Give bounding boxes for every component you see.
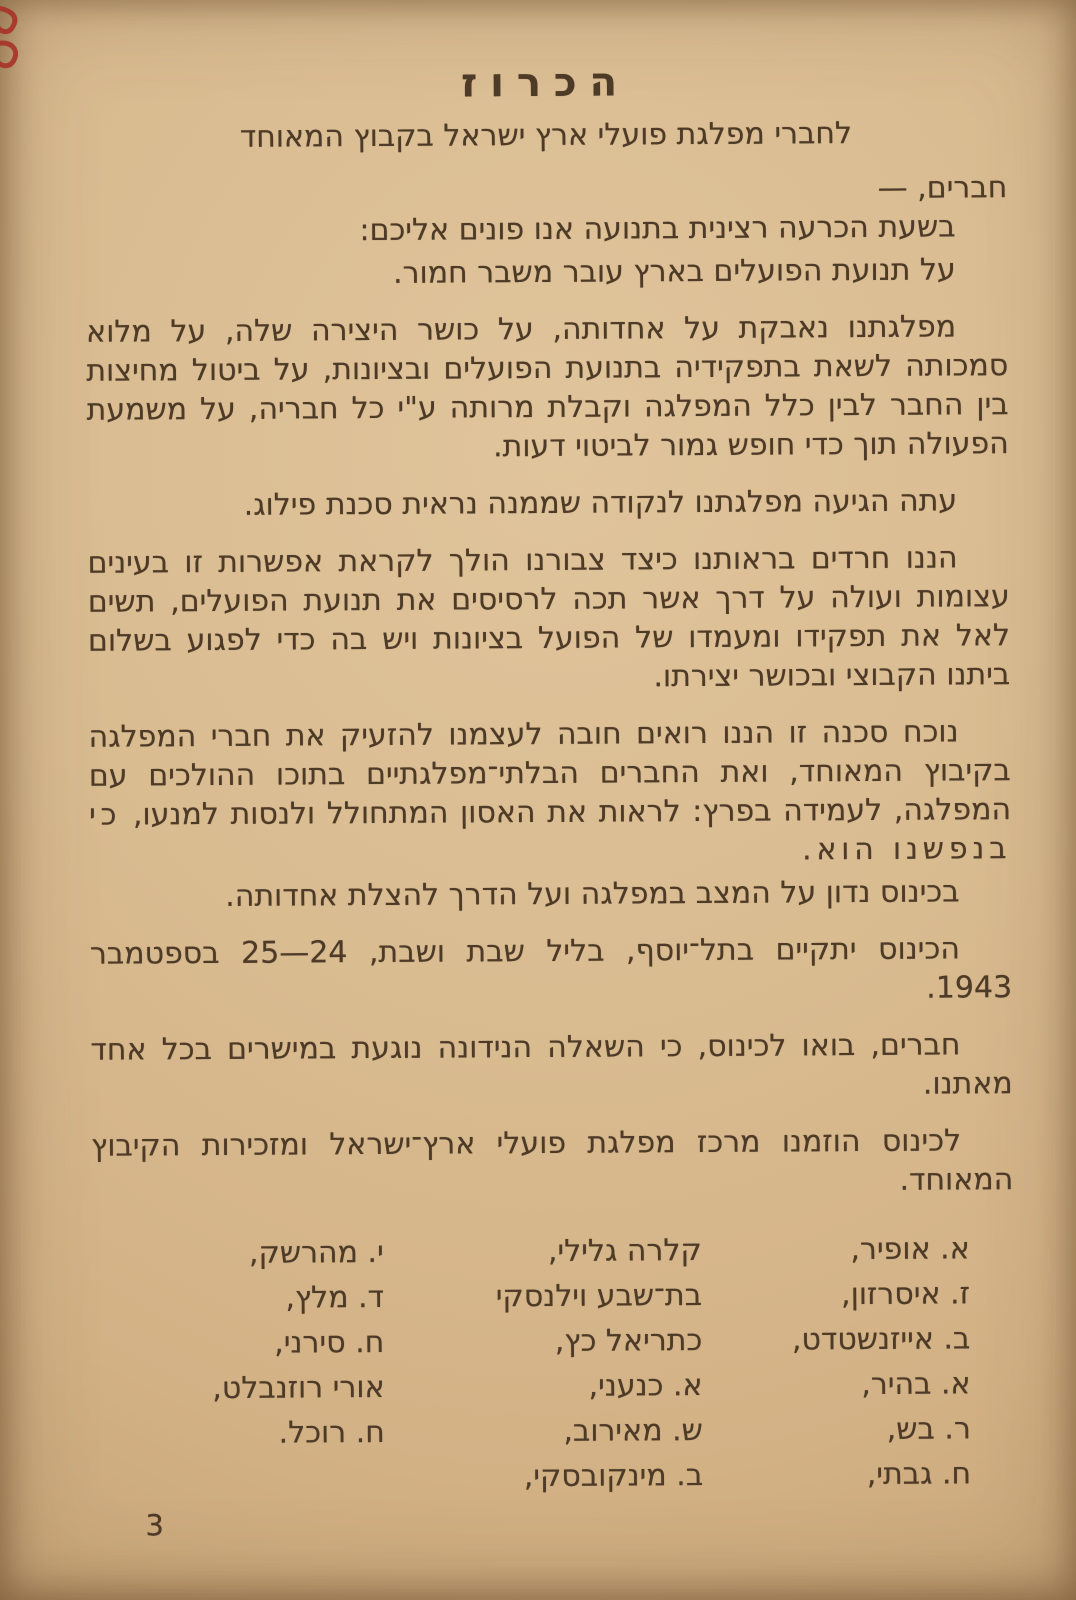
paragraph-call-to-action bbox=[88, 712, 1011, 874]
signatory-name: ח. גבתי, bbox=[866, 1456, 972, 1493]
page-number: 3 bbox=[145, 1508, 164, 1543]
paragraph-split-danger: עתה הגיעה מפלגתנו לנקודה שממנה נראית סכנת פילוג. bbox=[243, 483, 958, 523]
paragraph-party-struggle: מפלגתנו נאבקת על אחדותה, על כושר היצירה שלה, על מלוא סמכותה לשאת בתפקידיה בתנועת הפועלים ובציונות, על ביטול מחיצות בין החבר לבין כלל המפלגה וקבלת מרותה ע"י כל חבריה, על משמעת הפעולה תוך כדי חופש גמור לביטוי דעות. bbox=[86, 309, 1009, 465]
paragraph-opening: בשעת הכרעה רצינית בתנועה אנו פונים אליכם: bbox=[359, 209, 956, 249]
paragraph-invitees: לכינוס הוזמנו מרכז מפלגת פועלי ארץ־ישראל ומזכירות הקיבוץ המאוחד. bbox=[90, 1123, 1014, 1198]
signatory-name: ח. סירני, bbox=[274, 1324, 385, 1361]
signatory-name: א. אופיר, bbox=[850, 1231, 970, 1268]
paragraph-call-emphasis: כי בנפשנו הוא. bbox=[88, 797, 1012, 868]
document-subtitle: לחברי מפלגת פועלי ארץ ישראל בקבוץ המאוחד bbox=[239, 116, 853, 155]
signatories-list bbox=[92, 1229, 1016, 1505]
signatory-name: ב. אייזנשטדט, bbox=[791, 1321, 971, 1358]
salutation-line: חברים, — bbox=[877, 170, 1008, 206]
signatory-name: ח. רוכל. bbox=[278, 1414, 385, 1451]
signatory-name: כתריאל כץ, bbox=[554, 1323, 703, 1359]
signatory-name: אורי רוזנבלט, bbox=[212, 1369, 385, 1407]
signatory-name: ד. מלץ, bbox=[285, 1279, 385, 1316]
signatory-name: בת־שבע וילנסקי bbox=[495, 1278, 703, 1315]
paragraph-crisis: על תנועת הפועלים בארץ עובר משבר חמור. bbox=[392, 252, 956, 291]
signatory-name: ב. מינקובסקי, bbox=[523, 1458, 704, 1495]
signatory-name: א. כנעני, bbox=[588, 1368, 703, 1404]
signatory-name: ר. בש, bbox=[886, 1411, 971, 1447]
signatory-name: י. מהרשק, bbox=[248, 1234, 384, 1271]
signatory-name: א. בהיר, bbox=[861, 1366, 971, 1403]
signatory-name: קלרה גלילי, bbox=[547, 1233, 702, 1269]
paragraph-warning: הננו חרדים בראותנו כיצד צבורנו הולך לקראת אפשרות זו בעינים עצומות ועולה על דרך אשר תכה לרסיסים את תנועת הפועלים, תשים לאל את תפקידו ומעמדו של הפועל בציונות ויש בה כדי לפגוע בשלום ביתנו הקבוצי ובכושר יצירתו. bbox=[87, 540, 1011, 695]
signatory-name bbox=[93, 1458, 385, 1505]
document-title: הכרוז bbox=[460, 59, 631, 107]
signatory-name: ז. איסרזון, bbox=[840, 1276, 971, 1313]
paragraph-call-main: נוכח סכנה זו הננו רואים חובה לעצמנו להזעיק את חברי המפלגה בקיבוץ המאוחד, ואת החברים הבלתי־מפלגתיים בתוכו ההולכים עם המפלגה, לעמידה בפרץ: לראות את האסון המתחולל ולנסות למנעו, bbox=[88, 714, 1012, 833]
signatory-name: ש. מאירוב, bbox=[563, 1413, 703, 1449]
paragraph-venue-date: הכינוס יתקיים בתל־יוסף, בליל שבת ושבת, 24—25 בספטמבר 1943. bbox=[89, 931, 1013, 1006]
paragraph-agenda: בכינוס נדון על המצב במפלגה ועל הדרך להצלת אחדותה. bbox=[225, 874, 960, 914]
paragraph-invitation: חברים, בואו לכינוס, כי השאלה הנידונה נוגעת במישרים בכל אחד מאתנו. bbox=[90, 1027, 1013, 1102]
